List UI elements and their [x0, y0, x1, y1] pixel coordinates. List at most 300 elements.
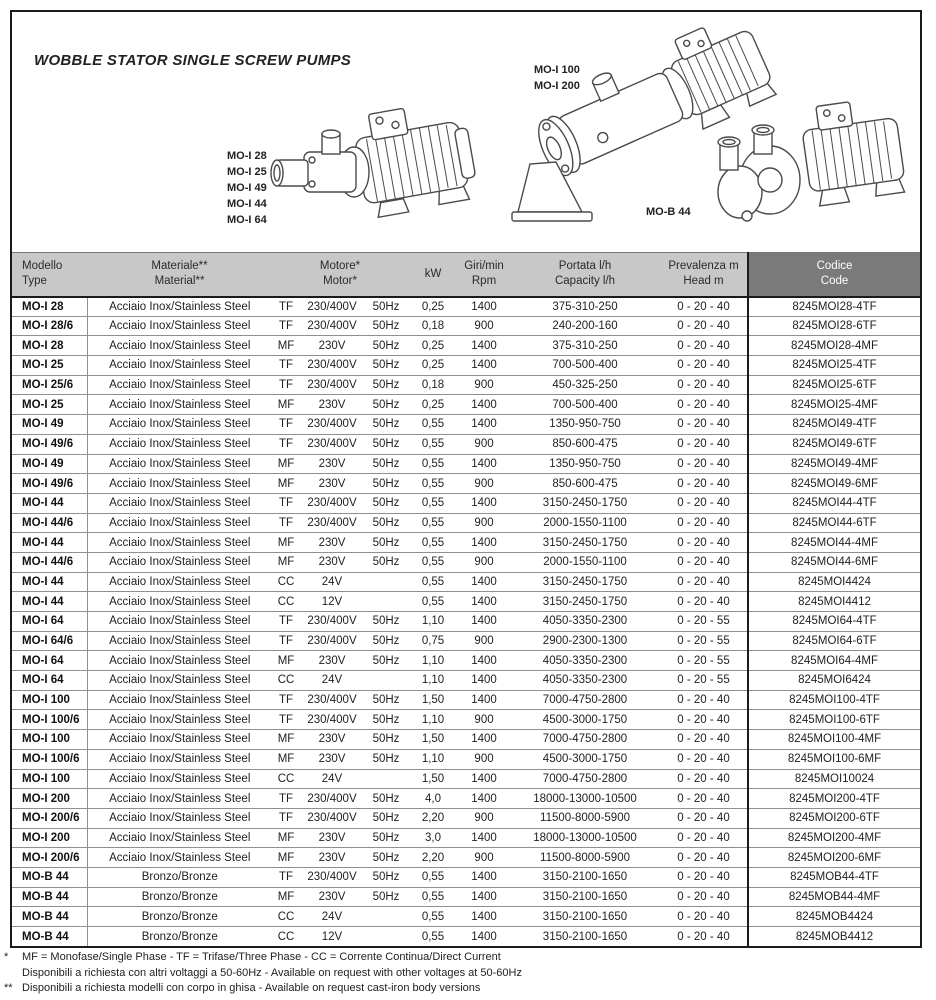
cell-phase: TF: [272, 631, 300, 651]
cell-model: MO-I 44/6: [12, 552, 87, 572]
cell-model: MO-I 49: [12, 454, 87, 474]
cell-hz: 50Hz: [364, 749, 408, 769]
cell-code: 8245MOI44-4TF: [748, 493, 920, 513]
cell-voltage: 230V: [300, 533, 364, 553]
cell-voltage: 230/400V: [300, 867, 364, 887]
cell-head: 0 - 20 - 40: [660, 789, 748, 809]
cell-code: 8245MOI200-4MF: [748, 828, 920, 848]
cell-rpm: 1400: [471, 300, 497, 313]
cell-voltage: 230/400V: [300, 434, 364, 454]
catalog-sheet: [10, 10, 922, 948]
cell-material: Acciaio Inox/Stainless Steel: [87, 710, 272, 730]
cell-material: Acciaio Inox/Stainless Steel: [87, 395, 272, 415]
table-row: [12, 848, 920, 868]
cell-model: MO-I 44: [12, 533, 87, 553]
cell-voltage: 230/400V: [300, 612, 364, 632]
cell-code: 8245MOI64-4TF: [748, 612, 920, 632]
cell-phase: CC: [272, 769, 300, 789]
header-illustration-area: [12, 12, 920, 252]
cell-material: Acciaio Inox/Stainless Steel: [87, 612, 272, 632]
cell-hz: 50Hz: [364, 730, 408, 750]
table-row: [12, 434, 920, 454]
cell-rpm: 1400: [458, 769, 510, 789]
cell-voltage: 230/400V: [300, 789, 364, 809]
cell-capacity: 4050-3350-2300: [510, 651, 660, 671]
cell-model: MO-I 100/6: [12, 749, 87, 769]
cell-capacity: 7000-4750-2800: [510, 730, 660, 750]
cell-phase: MF: [272, 887, 300, 907]
cell-material: Acciaio Inox/Stainless Steel: [87, 454, 272, 474]
header-label-it: Modello: [22, 260, 63, 273]
cell-rpm: 1400: [458, 415, 510, 435]
cell-kw: 0,55: [408, 513, 458, 533]
cell-hz: 50Hz: [364, 789, 408, 809]
pump-model-labels-small-series: [227, 148, 267, 228]
cell-voltage: 230V: [300, 395, 364, 415]
column-header-kw: [408, 253, 458, 297]
cell-voltage: 230/400V: [300, 415, 364, 435]
cell-material: Acciaio Inox/Stainless Steel: [87, 375, 272, 395]
cell-capacity: 7000-4750-2800: [510, 769, 660, 789]
cell-kw: 0,18: [408, 375, 458, 395]
cell-phase: MF: [272, 395, 300, 415]
cell-capacity: 2900-2300-1300: [510, 631, 660, 651]
cell-material: Acciaio Inox/Stainless Steel: [87, 356, 272, 376]
cell-voltage: 24V: [300, 572, 364, 592]
cell-head: 0 - 20 - 40: [660, 710, 748, 730]
cell-rpm: 1400: [458, 828, 510, 848]
header-label: kW: [424, 267, 442, 280]
cell-head: 0 - 20 - 40: [660, 592, 748, 612]
footnote-marker: **: [4, 982, 13, 994]
cell-model: MO-I 28: [12, 297, 87, 317]
cell-capacity: 240-200-160: [510, 316, 660, 336]
header-label-en: Motor*: [323, 275, 357, 288]
column-header-motor: [272, 253, 408, 297]
cell-rpm: 900: [458, 434, 510, 454]
cell-head: 0 - 20 - 40: [660, 454, 748, 474]
cell-voltage: 24V: [300, 769, 364, 789]
cell-code: 8245MOI25-4MF: [748, 395, 920, 415]
cell-kw: 1,10: [408, 710, 458, 730]
cell-kw: 2,20: [408, 808, 458, 828]
footnote-line: [4, 966, 924, 982]
cell-capacity: 3150-2450-1750: [510, 493, 660, 513]
cell-rpm: 1400: [458, 493, 510, 513]
cell-code: 8245MOI4424: [748, 572, 920, 592]
cell-material: Acciaio Inox/Stainless Steel: [87, 808, 272, 828]
cell-head: 0 - 20 - 40: [660, 927, 748, 947]
cell-hz: 50Hz: [364, 651, 408, 671]
cell-capacity: 11500-8000-5900: [510, 808, 660, 828]
cell-kw: 1,10: [408, 651, 458, 671]
cell-hz: [364, 592, 408, 612]
cell-kw: 0,18: [408, 316, 458, 336]
table-row: [12, 552, 920, 572]
cell-capacity: 3150-2100-1650: [510, 907, 660, 927]
table-row: [12, 336, 920, 356]
cell-hz: 50Hz: [364, 828, 408, 848]
cell-model: MO-I 100: [12, 690, 87, 710]
cell-voltage: 230V: [300, 336, 364, 356]
cell-code: 8245MOI28-6TF: [748, 316, 920, 336]
cell-head: 0 - 20 - 55: [660, 651, 748, 671]
cell-rpm: 1400: [458, 907, 510, 927]
cell-material: Acciaio Inox/Stainless Steel: [87, 316, 272, 336]
cell-kw: 1,50: [408, 730, 458, 750]
cell-model: MO-I 100/6: [12, 710, 87, 730]
cell-voltage: 230/400V: [300, 631, 364, 651]
cell-head: 0 - 20 - 40: [660, 808, 748, 828]
cell-model: MO-I 200/6: [12, 808, 87, 828]
cell-phase: TF: [272, 434, 300, 454]
cell-hz: 50Hz: [364, 690, 408, 710]
cell-kw: 1,50: [408, 690, 458, 710]
cell-voltage: 230/400V: [300, 513, 364, 533]
table-row: [12, 927, 920, 947]
cell-rpm: 1400: [458, 730, 510, 750]
cell-material: Acciaio Inox/Stainless Steel: [87, 533, 272, 553]
table-row: [12, 789, 920, 809]
cell-phase: TF: [272, 375, 300, 395]
cell-code: 8245MOI49-6MF: [748, 474, 920, 494]
cell-model: MO-I 64/6: [12, 631, 87, 651]
cell-voltage: 230V: [300, 454, 364, 474]
cell-kw: 0,55: [408, 572, 458, 592]
cell-hz: 50Hz: [364, 710, 408, 730]
cell-head: 0 - 20 - 55: [660, 631, 748, 651]
cell-head: 0 - 20 - 40: [660, 690, 748, 710]
cell-material: Bronzo/Bronze: [87, 907, 272, 927]
cell-voltage: 230V: [300, 651, 364, 671]
cell-hz: 50Hz: [364, 356, 408, 376]
cell-capacity: 3150-2100-1650: [510, 927, 660, 947]
header-label-it: Codice: [816, 260, 853, 273]
cell-voltage: 230V: [300, 848, 364, 868]
cell-material: Acciaio Inox/Stainless Steel: [87, 474, 272, 494]
cell-phase: MF: [272, 552, 300, 572]
cell-model: MO-I 49/6: [12, 434, 87, 454]
footnote-text: MF = Monofase/Single Phase - TF = Trifase/Three Phase - CC = Corrente Continua/Direct Current: [22, 951, 501, 963]
cell-rpm: 1400: [458, 612, 510, 632]
cell-voltage: 230/400V: [300, 356, 364, 376]
cell-capacity: 1350-950-750: [510, 454, 660, 474]
header-label-en: Head m: [683, 275, 724, 288]
cell-capacity: 18000-13000-10500: [510, 789, 660, 809]
cell-hz: 50Hz: [364, 808, 408, 828]
cell-capacity: 1350-950-750: [510, 415, 660, 435]
cell-phase: TF: [272, 690, 300, 710]
cell-voltage: 230V: [300, 730, 364, 750]
cell-model: MO-B 44: [12, 927, 87, 947]
cell-hz: [364, 769, 408, 789]
cell-material: Bronzo/Bronze: [87, 927, 272, 947]
cell-code: 8245MOI10024: [748, 769, 920, 789]
cell-kw: 0,55: [408, 493, 458, 513]
cell-voltage: 12V: [300, 592, 364, 612]
cell-head: 0 - 20 - 40: [660, 887, 748, 907]
table-row: [12, 887, 920, 907]
cell-phase: TF: [272, 867, 300, 887]
cell-kw: 0,55: [408, 454, 458, 474]
cell-phase: MF: [272, 336, 300, 356]
cell-hz: 50Hz: [364, 612, 408, 632]
cell-rpm: 1400: [458, 651, 510, 671]
cell-hz: 50Hz: [364, 552, 408, 572]
table-row: [12, 395, 920, 415]
cell-voltage: 230V: [300, 887, 364, 907]
footnotes: [4, 950, 924, 997]
footnote-marker: *: [4, 951, 9, 963]
cell-kw: 1,10: [408, 749, 458, 769]
cell-model: MO-B 44: [12, 907, 87, 927]
cell-voltage: 230V: [300, 552, 364, 572]
cell-rpm: 1400: [458, 592, 510, 612]
table-row: [12, 572, 920, 592]
cell-material: Acciaio Inox/Stainless Steel: [87, 651, 272, 671]
column-header-capacity: [510, 253, 660, 297]
cell-capacity: 3150-2100-1650: [510, 867, 660, 887]
cell-kw: 0,55: [408, 867, 458, 887]
cell-code: 8245MOI25-4TF: [748, 356, 920, 376]
pump-model-label-bronze: MO-B 44: [646, 206, 691, 218]
cell-phase: CC: [272, 592, 300, 612]
cell-head: 0 - 20 - 40: [660, 828, 748, 848]
cell-head: 0 - 20 - 40: [660, 730, 748, 750]
cell-rpm: 900: [458, 710, 510, 730]
cell-capacity: 3150-2450-1750: [510, 572, 660, 592]
cell-code: 8245MOI49-4TF: [748, 415, 920, 435]
pump-label: MO-I 200: [534, 80, 580, 92]
cell-capacity: 2000-1550-1100: [510, 552, 660, 572]
cell-phase: CC: [272, 572, 300, 592]
cell-phase: TF: [272, 316, 300, 336]
cell-head: 0 - 20 - 40: [660, 769, 748, 789]
cell-phase: TF: [272, 415, 300, 435]
cell-code: 8245MOI200-4TF: [748, 789, 920, 809]
cell-model: MO-I 25/6: [12, 375, 87, 395]
table-row: [12, 710, 920, 730]
cell-kw: 0,55: [408, 552, 458, 572]
cell-code: 8245MOI100-6MF: [748, 749, 920, 769]
cell-kw: 0,55: [408, 592, 458, 612]
cell-model: MO-I 44: [12, 572, 87, 592]
header-label-it: Prevalenza m: [668, 260, 739, 273]
column-header-rpm: [458, 253, 510, 297]
cell-rpm: 900: [458, 474, 510, 494]
cell-capacity: 700-500-400: [510, 356, 660, 376]
cell-rpm: 1400: [458, 789, 510, 809]
footnote-line: [4, 981, 924, 997]
cell-voltage: 230/400V: [300, 375, 364, 395]
cell-material: Acciaio Inox/Stainless Steel: [87, 789, 272, 809]
cell-hz: 50Hz: [364, 631, 408, 651]
cell-voltage: 230/400V: [300, 690, 364, 710]
cell-model: MO-I 44: [12, 592, 87, 612]
cell-material: Acciaio Inox/Stainless Steel: [87, 730, 272, 750]
table-row: [12, 769, 920, 789]
cell-capacity: 2000-1550-1100: [510, 513, 660, 533]
pump-spec-table: [12, 252, 920, 946]
cell-model: MO-B 44: [12, 867, 87, 887]
cell-model: MO-I 64: [12, 671, 87, 691]
cell-model: MO-I 64: [12, 651, 87, 671]
cell-code: 8245MOB44-4TF: [748, 867, 920, 887]
pump-label: MO-I 49: [227, 182, 267, 194]
pump-label: MO-I 100: [534, 64, 580, 76]
cell-material: Acciaio Inox/Stainless Steel: [87, 336, 272, 356]
cell-rpm: 1400: [458, 671, 510, 691]
cell-material: Acciaio Inox/Stainless Steel: [87, 493, 272, 513]
table-row: [12, 316, 920, 336]
cell-capacity: 450-325-250: [510, 375, 660, 395]
pump-model-labels-large-series: [534, 62, 580, 94]
cell-voltage: 24V: [300, 907, 364, 927]
cell-model: MO-B 44: [12, 887, 87, 907]
cell-hz: 50Hz: [364, 395, 408, 415]
cell-hz: 50Hz: [364, 415, 408, 435]
pump-label: MO-I 64: [227, 214, 267, 226]
cell-material: Acciaio Inox/Stainless Steel: [87, 631, 272, 651]
cell-head: 0 - 20 - 40: [660, 513, 748, 533]
cell-rpm: 900: [458, 375, 510, 395]
cell-model: MO-I 28/6: [12, 316, 87, 336]
cell-capacity: 4050-3350-2300: [510, 671, 660, 691]
cell-kw: 0,25: [421, 300, 445, 313]
cell-code: 8245MOB4424: [748, 907, 920, 927]
cell-code: 8245MOI64-6TF: [748, 631, 920, 651]
cell-capacity: 3150-2450-1750: [510, 533, 660, 553]
cell-phase: MF: [272, 454, 300, 474]
cell-material: Acciaio Inox/Stainless Steel: [87, 749, 272, 769]
cell-rpm: 900: [458, 316, 510, 336]
page-title: WOBBLE STATOR SINGLE SCREW PUMPS: [34, 52, 352, 69]
cell-rpm: 900: [458, 631, 510, 651]
header-label-it: Giri/min: [464, 260, 504, 273]
cell-material: Acciaio Inox/Stainless Steel: [87, 572, 272, 592]
table-row: [12, 828, 920, 848]
cell-model: MO-I 44/6: [12, 513, 87, 533]
cell-hz: 50Hz: [372, 300, 400, 313]
column-header-head: [660, 253, 748, 297]
cell-code: 8245MOB4412: [748, 927, 920, 947]
cell-code: 8245MOI6424: [748, 671, 920, 691]
cell-kw: 0,25: [408, 356, 458, 376]
cell-capacity: 4050-3350-2300: [510, 612, 660, 632]
cell-capacity: 375-310-250: [552, 300, 618, 313]
table-row: [12, 808, 920, 828]
cell-phase: TF: [272, 808, 300, 828]
cell-rpm: 900: [458, 808, 510, 828]
cell-kw: 3,0: [408, 828, 458, 848]
cell-material: Acciaio Inox/Stainless Steel: [87, 671, 272, 691]
column-header-material: [87, 253, 272, 297]
cell-phase: TF: [272, 493, 300, 513]
cell-kw: 0,55: [408, 434, 458, 454]
header-label-it: Motore*: [319, 260, 361, 273]
header-label-en: Rpm: [471, 275, 497, 288]
cell-rpm: 900: [458, 513, 510, 533]
table-row: [12, 533, 920, 553]
cell-hz: 50Hz: [364, 316, 408, 336]
cell-head: 0 - 20 - 55: [660, 612, 748, 632]
pump-illustration-mob: [690, 78, 920, 252]
cell-rpm: 1400: [458, 533, 510, 553]
cell-kw: 0,25: [408, 395, 458, 415]
footnote-text: Disponibili a richiesta con altri voltaggi a 50-60Hz - Available on request with other voltages at 50-60Hz: [22, 966, 522, 979]
cell-code: 8245MOI49-4MF: [748, 454, 920, 474]
cell-capacity: 4500-3000-1750: [510, 710, 660, 730]
cell-voltage: 230V: [300, 474, 364, 494]
cell-hz: 50Hz: [364, 493, 408, 513]
cell-code: 8245MOI28-4TF: [748, 297, 920, 317]
cell-hz: [364, 927, 408, 947]
cell-material: Acciaio Inox/Stainless Steel: [87, 848, 272, 868]
cell-phase: MF: [272, 749, 300, 769]
cell-kw: 1,10: [408, 671, 458, 691]
table-row: [12, 631, 920, 651]
table-row: [12, 493, 920, 513]
cell-voltage: 230/400V: [300, 493, 364, 513]
cell-head: 0 - 20 - 40: [660, 375, 748, 395]
cell-phase: CC: [272, 671, 300, 691]
cell-hz: 50Hz: [364, 336, 408, 356]
table-row: [12, 415, 920, 435]
cell-kw: 0,55: [408, 887, 458, 907]
cell-head: 0 - 20 - 40: [660, 848, 748, 868]
cell-material: Acciaio Inox/Stainless Steel: [109, 300, 251, 313]
header-label-en: Code: [820, 275, 849, 288]
cell-material: Acciaio Inox/Stainless Steel: [87, 513, 272, 533]
cell-phase: MF: [272, 533, 300, 553]
footnote-text: Disponibili a richiesta modelli con corpo in ghisa - Available on request cast-iron body versions: [22, 982, 481, 994]
cell-code: 8245MOI49-6TF: [748, 434, 920, 454]
cell-rpm: 1400: [458, 887, 510, 907]
cell-hz: [364, 572, 408, 592]
table-row: [12, 375, 920, 395]
cell-model: MO-I 44: [12, 493, 87, 513]
cell-model: MO-I 100: [12, 730, 87, 750]
cell-code: 8245MOB44-4MF: [748, 887, 920, 907]
cell-head: 0 - 20 - 40: [660, 316, 748, 336]
table-row: [12, 651, 920, 671]
cell-rpm: 900: [458, 552, 510, 572]
cell-hz: 50Hz: [364, 375, 408, 395]
table-row: [12, 454, 920, 474]
cell-model: MO-I 200: [12, 789, 87, 809]
cell-rpm: 1400: [458, 572, 510, 592]
cell-rpm: 1400: [458, 395, 510, 415]
cell-rpm: 1400: [458, 454, 510, 474]
cell-kw: 0,25: [408, 336, 458, 356]
table-row: [12, 356, 920, 376]
cell-hz: 50Hz: [364, 434, 408, 454]
cell-phase: TF: [272, 356, 300, 376]
cell-voltage: 230/400V: [300, 316, 364, 336]
cell-voltage: 24V: [300, 671, 364, 691]
cell-capacity: 3150-2100-1650: [510, 887, 660, 907]
cell-material: Acciaio Inox/Stainless Steel: [87, 434, 272, 454]
cell-head: 0 - 20 - 40: [660, 749, 748, 769]
cell-voltage: 230V: [300, 828, 364, 848]
cell-head: 0 - 20 - 40: [660, 572, 748, 592]
cell-code: 8245MOI100-4TF: [748, 690, 920, 710]
cell-capacity: 4500-3000-1750: [510, 749, 660, 769]
cell-hz: 50Hz: [364, 867, 408, 887]
cell-kw: 0,55: [408, 533, 458, 553]
cell-capacity: 11500-8000-5900: [510, 848, 660, 868]
cell-kw: 0,55: [408, 474, 458, 494]
